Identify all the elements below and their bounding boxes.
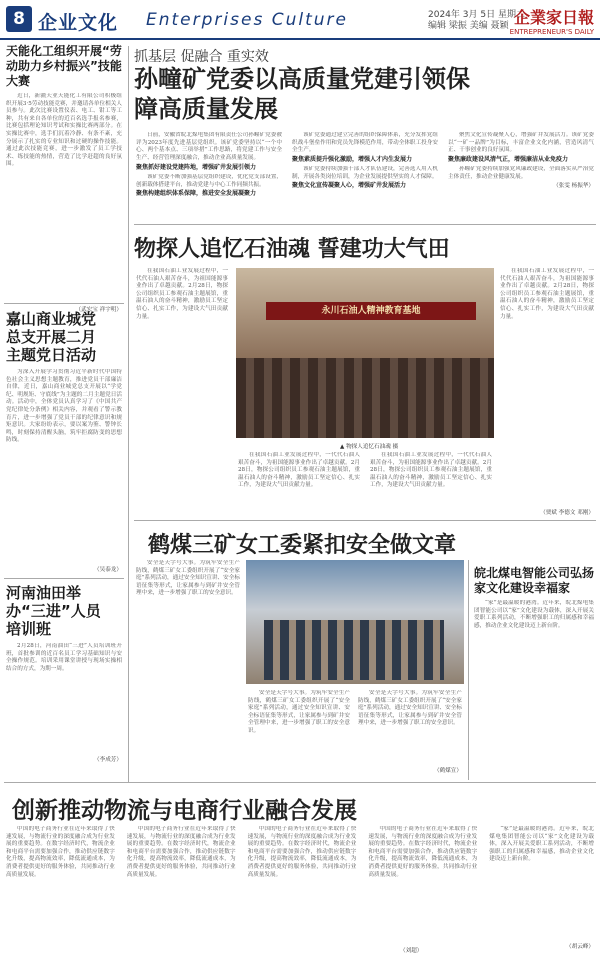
lead-title: 孙疃矿党委以高质量党建引领保障高质量发展 [134,65,470,123]
left-column-3 [4,584,124,763]
article-title: 河南油田举办“三进”人员培训班 [6,584,101,638]
article-author: （吴泰龙） [94,567,122,573]
section-title-en: Enterprises Culture [146,10,348,30]
row-divider [4,578,124,579]
lead-subhead: 聚焦文化宣传凝聚人心，增强矿井发展活力 [292,182,407,189]
mid-body-2: 在我国石油工业发展过程中，一代代石油人艰苦奋斗，为祖国能源事业作出了卓越贡献。2月28日，物探公司组织员工参观石油主题展馆，重温石油人的奋斗精神，激励员工坚定信心、扎实工作，为建设大气田贡献力量。 [238,452,360,489]
logo-en: ENTREPRENEUR'S DAILY [509,28,594,36]
photo-sign-text: 永川石油人精神教育基地 [321,306,421,316]
lead-col-text: 聚焦文化宣传凝聚人心，增强矿井发展活力。该矿党委以“一矿一品牌”为目标，丰富企业文化内涵，营造风清气正、干事创业的良好氛围。 [448,132,594,154]
lead-body [134,132,596,218]
lead-col [290,132,440,218]
mid-author: （贾斌 李德文 邓刚） [540,510,594,516]
story3-body-3: 安全是天字号大事。为筑牢安全生产防线，鹤煤三矿女工委组织开展了“安全家庭”系列活动，通过安全知识宣讲、安全标语征集等形式，让家属参与到矿井安全管理中来，进一步增强了职工的安全意识。 [358,690,462,727]
column-divider [128,46,129,782]
lead-author: （张雯 杨振华） [553,183,594,189]
row-divider [134,224,596,225]
bottom-author: （胡云峰） [566,944,594,950]
story3-title: 鹤煤三矿女工委紧扣安全做文章 [148,533,457,558]
lead-col [446,132,596,218]
article-body: “家”是最温暖的港湾。近年来，皖北煤电集团智能公司以“家”文化建设为载体，深入开展关爱职工系列活动，不断增强职工的归属感和幸福感，推动企业文化建设迈上新台阶。 [474,600,594,629]
story3-author: （鹤煤宣） [434,768,462,774]
bottom-title: 创新推动物流与电商行业融合发展 [12,798,357,824]
article-author: （武宏宝 祥宇明） [75,307,122,313]
mid-body: 在我国石油工业发展过程中，一代代石油人艰苦奋斗，为祖国能源事业作出了卓越贡献。2月28日，物探公司组织员工参观石油主题展馆，重温石油人的奋斗精神，激励员工坚定信心、扎实工作，为建设大气田贡献力量。 [136,268,228,320]
bottom-body [4,826,596,950]
lead-col-text: 该矿党委持续加强干部人才队伍建设，完善选人用人机制，开展各类岗位培训，为企业发展提供坚实的人才保障。 [292,166,438,180]
story3-body-2: 安全是天字号大事。为筑牢安全生产防线，鹤煤三矿女工委组织开展了“安全家庭”系列活动，通过安全知识宣讲、安全标语征集等形式，让家属参与到矿井安全管理中来，进一步增强了职工的安全意识。 [248,690,350,734]
mid-title: 物探人追忆石油魂 誓建功大气田 [134,237,450,262]
lead-col [134,132,284,218]
article-author: （李成芳） [94,757,122,763]
mid-photo [236,268,494,438]
bottom-col-text: “家”是最温暖的港湾。近年来，皖北煤电集团智能公司以“家”文化建设为载体，深入开展关爱职工系列活动，不断增强职工的归属感和幸福感，推动企业文化建设迈上新台阶。 [489,826,594,863]
issue-date: 2024年 3月 5日 星期二 [428,10,525,20]
lead-subhead: 聚焦抓好建设党建阵地，增强矿井发展引领力 [136,164,257,171]
page-number: 8 [6,6,32,32]
photo-sign-board [266,302,476,320]
article-title: 天能化工组织开展“劳动助力乡村振兴”技能大赛 [6,44,122,88]
lead-col-text: 日前，安徽省皖北煤电集团有限责任公司孙疃矿党委被评为2023年度先进基层党组织。该矿党委坚持以“一个中心、两个基本点、三项举措”工作思路，将党建工作与安全生产、经营管理深度融合，推动企业高质量发展。 [136,132,282,161]
row-divider [4,782,596,783]
section-title-cn: 企业文化 [38,12,119,34]
article-body: 为深入开展学习贯彻习近平新时代中国特色社会主义思想主题教育，推进党员干部廉洁自律，近日，嘉山商业城党总支开展以“学党纪、明规矩、守底线”为主题的二月主题党日活动。活动中，全体党员认真学习了《中国共产党纪律处分条例》相关内容，并观看了警示教育片，进一步增强了党员干部的纪律意识和规矩意识。大家纷纷表示，要以案为鉴、警钟长鸣，时刻保持清醒头脑，筑牢拒腐防变的思想防线。 [6,369,122,444]
mid-body-3: 在我国石油工业发展过程中，一代代石油人艰苦奋斗，为祖国能源事业作出了卓越贡献。2月28日，物探公司组织员工参观石油主题展馆，重温石油人的奋斗精神，激励员工坚定信心、扎实工作，为建设大气田贡献力量。 [370,452,492,489]
lead-subhead: 聚焦廉政建设风清气正，增强廉洁从业免疫力 [448,156,569,163]
page-header [0,0,600,40]
mid-body-4: 在我国石油工业发展过程中，一代代石油人艰苦奋斗，为祖国能源事业作出了卓越贡献。2月28日，物探公司组织员工参观石油主题展馆，重温石油人的奋斗精神，激励员工坚定信心、扎实工作，为建设大气田贡献力量。 [500,268,594,320]
story3-photo [246,560,464,684]
row-divider [134,520,596,521]
photo-crowd [236,358,494,438]
article-title: 皖北煤电智能公司弘扬家文化建设幸福家 [474,566,595,595]
bottom-col-last [487,826,596,950]
bottom-col: 中国的电子商务行业在近年来取得了快速发展，与物流行业的深度融合成为行业发展的重要趋势。在数字经济时代，物流企业和电商平台需要加强合作，推动供应链数字化升级，提高物流效率，降低流通成本，为消费者提供更好的服务体验，共同推动行业高质量发展。 [126,826,236,878]
bottom-author-2: （刘超） [400,948,423,954]
bottom-col: 中国的电子商务行业在近年来取得了快速发展，与物流行业的深度融合成为行业发展的重要趋势。在数字经济时代，物流企业和电商平台需要加强合作，推动供应链数字化升级，提高物流效率，降低流通成本，为消费者提供更好的服务体验，共同推动行业高质量发展。 [368,826,478,878]
column-divider [468,560,469,780]
lead-col-text: 该矿党委通过建立完善的组织保障体系，充分发挥党组织战斗堡垒作用和党员先锋模范作用，带动全体职工投身安全生产。 [292,132,438,154]
newspaper-logo [510,5,594,36]
photo-workers [264,620,444,680]
lead-kicker: 抓基层 促融合 重实效 [134,49,269,65]
lead-subhead: 聚焦素质提升强化激励，增强人才内生发展力 [292,156,413,163]
article-title: 嘉山商业城党总支开展二月主题党日活动 [6,310,97,364]
lead-col-text: 该矿党委不断加强基层党组织建设，优化党支部设置，创新载体搭建平台，推动党建与中心工作同频共振。 [136,174,282,188]
editors: 编辑 梁振 美编 聂颖 [428,21,509,31]
story3-body: 安全是天字号大事。为筑牢安全生产防线，鹤煤三矿女工委组织开展了“安全家庭”系列活动，通过安全知识宣讲、安全标语征集等形式，让家属参与到矿井安全管理中来，进一步增强了职工的安全意识。 [136,560,240,597]
right-column [472,566,596,750]
photo-caption: ▲ 物探人追忆石油魂 摄 [340,444,399,450]
logo-cn: 企業家日報 [513,8,594,27]
left-column [4,44,124,313]
lead-col-text: 孙疃矿党委持续加强党风廉政建设，全面落实从严治党主体责任，推动企业健康发展。 [448,166,594,180]
bottom-col: 中国的电子商务行业在近年来取得了快速发展，与物流行业的深度融合成为行业发展的重要趋势。在数字经济时代，物流企业和电商平台需要加强合作，推动供应链数字化升级，提高物流效率，降低流通成本，为消费者提供更好的服务体验，共同推动行业高质量发展。 [247,826,357,878]
article-body: 2月28日，河南油田“三进”人员培训班开班，首批参训的近百名员工学习基础知识与安全操作规范。培训采用课堂讲授与现场实操相结合的方式，为期一周。 [6,643,122,672]
left-column-2 [4,310,124,573]
lead-subhead: 聚焦构建组织体系保障，推进安全发展凝聚力 [136,190,257,197]
article-body: 近日，新疆天业天能化工有限公司积极组织开展3·5劳动技能竞赛，并邀请各单位相关人员参与。此次比赛设置仪表、电工、钳工等工种，共有来自各单位的近百名选手报名参赛，比赛包括理论知识考试和实操比赛两部分。在实操比赛中，选手们沉着冷静、有条不紊，充分展示了扎实的专业知识和过硬的操作技能。通过此次技能竞赛，进一步激发了员工学技术、练技能的热情，营造了比学赶超的良好氛围。 [6,93,122,168]
bottom-col: 中国的电子商务行业在近年来取得了快速发展，与物流行业的深度融合成为行业发展的重要趋势。在数字经济时代，物流企业和电商平台需要加强合作，推动供应链数字化升级，提高物流效率，降低流通成本，为消费者提供更好的服务体验，共同推动行业高质量发展。 [6,826,115,878]
